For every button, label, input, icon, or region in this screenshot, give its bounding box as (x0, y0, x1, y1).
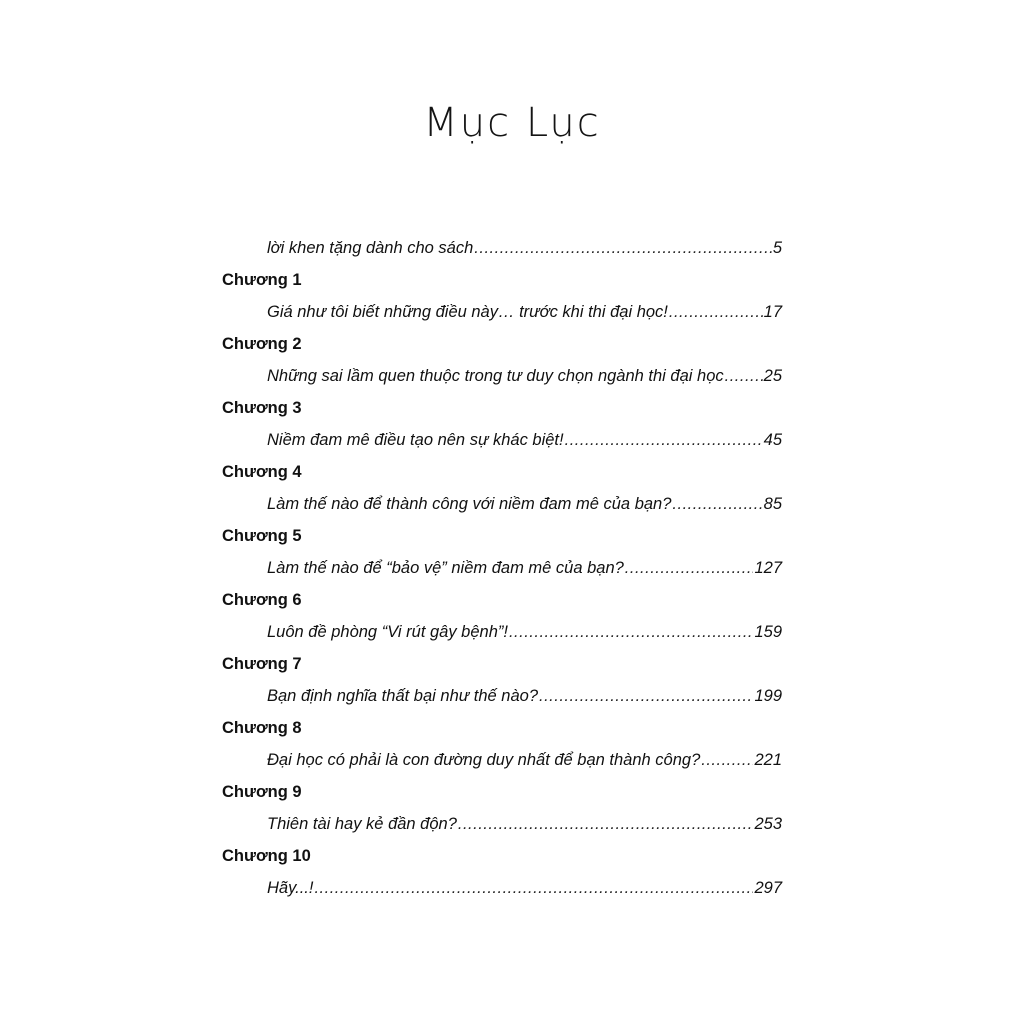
entry-title: Luôn đề phòng “Vi rút gây bệnh”! (267, 623, 508, 641)
dot-leader (314, 872, 753, 904)
dot-leader (672, 488, 762, 520)
dot-leader (625, 552, 754, 584)
entry-page-number: 17 (763, 303, 782, 321)
entry-title: Làm thế nào để “bảo vệ” niềm đam mê của bạn? (267, 559, 624, 577)
dot-leader (539, 680, 753, 712)
chapter-heading-10: Chương 10 (222, 847, 311, 865)
chapter-heading-1: Chương 1 (222, 271, 302, 289)
entry-title: Làm thế nào để thành công với niềm đam mê của bạn? (267, 495, 672, 513)
entry-title: lời khen tặng dành cho sách (267, 239, 474, 257)
entry-page-number: 253 (754, 815, 782, 833)
chapter-heading-2: Chương 2 (222, 335, 302, 353)
toc-entry-chapter-3 (222, 424, 782, 456)
toc-entry-chapter-5 (222, 552, 782, 584)
page-title: Mục Lục (423, 100, 601, 146)
entry-page-number: 297 (754, 879, 782, 897)
dot-leader (701, 744, 753, 776)
dot-leader (669, 296, 763, 328)
toc-entry-chapter-2 (222, 360, 782, 392)
entry-page-number: 127 (754, 559, 782, 577)
chapter-heading-6: Chương 6 (222, 591, 302, 609)
entry-page-number: 25 (763, 367, 782, 385)
entry-title: Giá như tôi biết những điều này… trước khi thi đại học! (267, 303, 668, 321)
dot-leader (565, 424, 763, 456)
chapter-heading-8: Chương 8 (222, 719, 302, 737)
dot-leader (474, 232, 772, 264)
toc-entry-chapter-6 (222, 616, 782, 648)
toc-entry-preface (222, 232, 782, 264)
table-of-contents (222, 232, 782, 904)
toc-entry-chapter-4 (222, 488, 782, 520)
toc-entry-chapter-7 (222, 680, 782, 712)
chapter-heading-3: Chương 3 (222, 399, 302, 417)
entry-title: Những sai lầm quen thuộc trong tư duy chọn ngành thi đại học (267, 367, 724, 385)
entry-title: Thiên tài hay kẻ đần độn? (267, 815, 457, 833)
chapter-heading-4: Chương 4 (222, 463, 302, 481)
toc-entry-chapter-10 (222, 872, 782, 904)
entry-page-number: 45 (763, 431, 782, 449)
dot-leader (458, 808, 754, 840)
toc-entry-chapter-1 (222, 296, 782, 328)
dot-leader (509, 616, 754, 648)
toc-entry-chapter-8 (222, 744, 782, 776)
dot-leader (725, 360, 763, 392)
entry-title: Niềm đam mê điều tạo nên sự khác biệt! (267, 431, 564, 449)
entry-title: Bạn định nghĩa thất bại như thế nào? (267, 687, 539, 705)
entry-page-number: 85 (763, 495, 782, 513)
entry-page-number: 5 (772, 239, 782, 257)
entry-page-number: 221 (754, 751, 782, 769)
entry-title: Đại học có phải là con đường duy nhất để bạn thành công? (267, 751, 701, 769)
chapter-heading-5: Chương 5 (222, 527, 302, 545)
chapter-heading-9: Chương 9 (222, 783, 302, 801)
entry-page-number: 199 (754, 687, 782, 705)
entry-page-number: 159 (754, 623, 782, 641)
chapter-heading-7: Chương 7 (222, 655, 302, 673)
entry-title: Hãy...! (267, 879, 314, 897)
toc-entry-chapter-9 (222, 808, 782, 840)
